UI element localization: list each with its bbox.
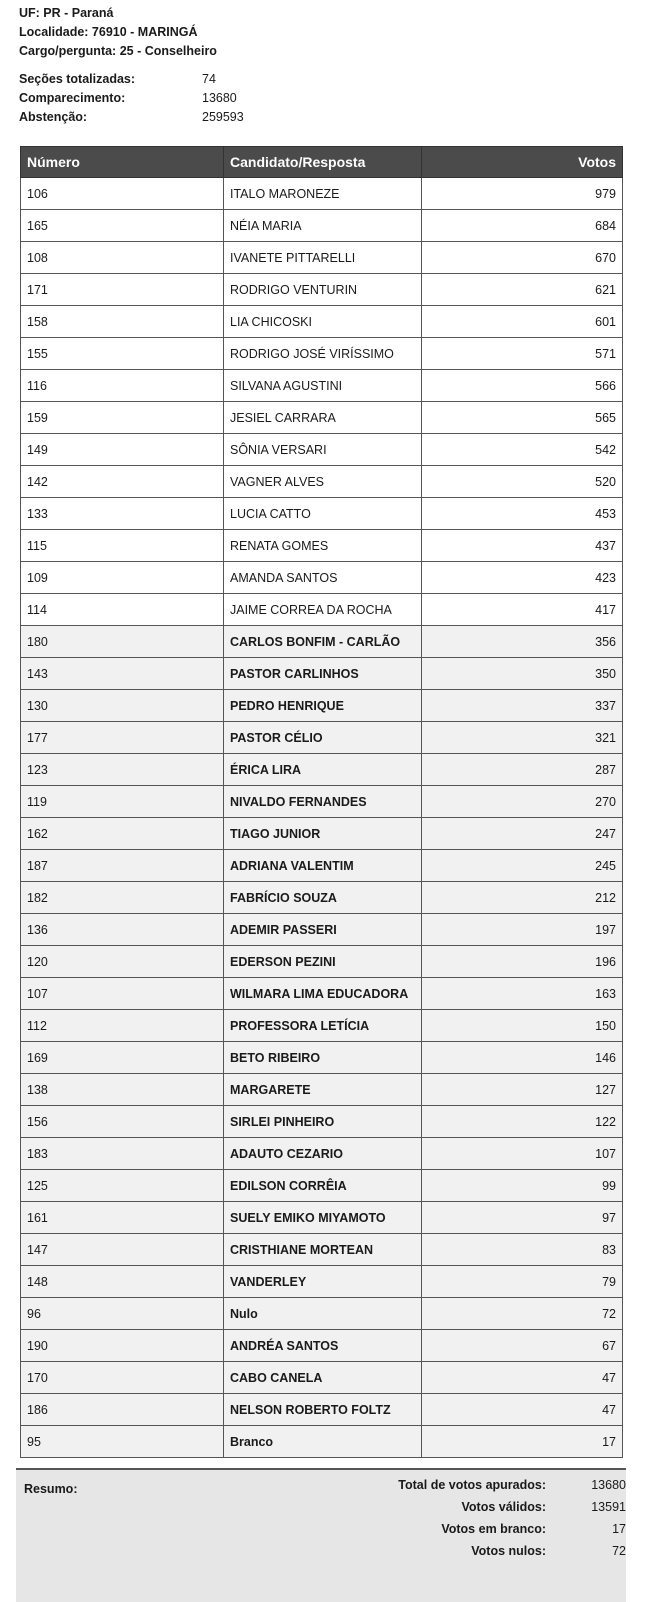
table-row <box>21 1394 623 1426</box>
cell-votos: 423 <box>422 562 623 594</box>
cell-votos: 245 <box>422 850 623 882</box>
cell-numero: 125 <box>21 1170 224 1202</box>
cell-votos: 67 <box>422 1330 623 1362</box>
cell-candidato: BETO RIBEIRO <box>224 1042 422 1074</box>
cell-candidato: EDERSON PEZINI <box>224 946 422 978</box>
cell-numero: 187 <box>21 850 224 882</box>
cell-votos: 453 <box>422 498 623 530</box>
cell-candidato: PROFESSORA LETÍCIA <box>224 1010 422 1042</box>
cell-candidato: VANDERLEY <box>224 1266 422 1298</box>
cell-votos: 542 <box>422 434 623 466</box>
cell-numero: 170 <box>21 1362 224 1394</box>
summary-row <box>246 1500 626 1514</box>
cell-numero: 186 <box>21 1394 224 1426</box>
cell-candidato: ÉRICA LIRA <box>224 754 422 786</box>
cell-candidato: ADEMIR PASSERI <box>224 914 422 946</box>
summary-value: 17 <box>612 1522 626 1536</box>
cell-numero: 183 <box>21 1138 224 1170</box>
cell-numero: 120 <box>21 946 224 978</box>
table-row <box>21 1138 623 1170</box>
cell-votos: 520 <box>422 466 623 498</box>
localidade-line: Localidade: 76910 - MARINGÁ <box>19 25 198 39</box>
table-row <box>21 1298 623 1330</box>
cell-votos: 163 <box>422 978 623 1010</box>
table-row <box>21 1202 623 1234</box>
cell-numero: 143 <box>21 658 224 690</box>
cell-numero: 149 <box>21 434 224 466</box>
cell-votos: 17 <box>422 1426 623 1458</box>
cell-candidato: ADRIANA VALENTIM <box>224 850 422 882</box>
cell-numero: 148 <box>21 1266 224 1298</box>
table-row <box>21 1362 623 1394</box>
cell-votos: 350 <box>422 658 623 690</box>
table-row <box>21 210 623 242</box>
cell-candidato: IVANETE PITTARELLI <box>224 242 422 274</box>
summary-value: 72 <box>612 1544 626 1558</box>
stat-label: Abstenção: <box>19 110 88 124</box>
cell-candidato: Nulo <box>224 1298 422 1330</box>
cell-numero: 106 <box>21 178 224 210</box>
table-row <box>21 434 623 466</box>
cell-numero: 119 <box>21 786 224 818</box>
stat-value: 74 <box>202 72 216 86</box>
cell-votos: 72 <box>422 1298 623 1330</box>
table-row <box>21 690 623 722</box>
cell-numero: 182 <box>21 882 224 914</box>
cell-candidato: SILVANA AGUSTINI <box>224 370 422 402</box>
cell-votos: 212 <box>422 882 623 914</box>
cell-candidato: ADAUTO CEZARIO <box>224 1138 422 1170</box>
table-row <box>21 306 623 338</box>
cell-votos: 79 <box>422 1266 623 1298</box>
table-row <box>21 658 623 690</box>
table-row <box>21 1042 623 1074</box>
cell-numero: 96 <box>21 1298 224 1330</box>
cell-candidato: SUELY EMIKO MIYAMOTO <box>224 1202 422 1234</box>
cell-votos: 601 <box>422 306 623 338</box>
table-row <box>21 626 623 658</box>
table-row <box>21 498 623 530</box>
cell-numero: 108 <box>21 242 224 274</box>
stat-row <box>19 89 244 108</box>
cell-candidato: AMANDA SANTOS <box>224 562 422 594</box>
summary-value: 13680 <box>591 1478 626 1492</box>
cell-votos: 321 <box>422 722 623 754</box>
cell-numero: 159 <box>21 402 224 434</box>
cell-candidato: FABRÍCIO SOUZA <box>224 882 422 914</box>
table-row <box>21 178 623 210</box>
cargo-line: Cargo/pergunta: 25 - Conselheiro <box>19 44 217 58</box>
cell-votos: 122 <box>422 1106 623 1138</box>
cell-candidato: ANDRÉA SANTOS <box>224 1330 422 1362</box>
summary-value: 13591 <box>591 1500 626 1514</box>
cell-candidato: VAGNER ALVES <box>224 466 422 498</box>
cell-votos: 146 <box>422 1042 623 1074</box>
cell-votos: 565 <box>422 402 623 434</box>
cell-votos: 196 <box>422 946 623 978</box>
summary-label: Votos nulos: <box>471 1544 546 1558</box>
cell-numero: 165 <box>21 210 224 242</box>
cell-numero: 115 <box>21 530 224 562</box>
cell-candidato: PEDRO HENRIQUE <box>224 690 422 722</box>
cell-candidato: RODRIGO VENTURIN <box>224 274 422 306</box>
cell-numero: 136 <box>21 914 224 946</box>
table-row <box>21 882 623 914</box>
cell-candidato: LIA CHICOSKI <box>224 306 422 338</box>
summary-label: Total de votos apurados: <box>398 1478 546 1492</box>
cell-candidato: CRISTHIANE MORTEAN <box>224 1234 422 1266</box>
table-row <box>21 818 623 850</box>
cell-votos: 127 <box>422 1074 623 1106</box>
cell-candidato: NÉIA MARIA <box>224 210 422 242</box>
table-row <box>21 722 623 754</box>
uf-line: UF: PR - Paraná <box>19 6 114 20</box>
cell-votos: 197 <box>422 914 623 946</box>
table-row <box>21 1330 623 1362</box>
cell-numero: 109 <box>21 562 224 594</box>
table-row <box>21 1426 623 1458</box>
cell-votos: 571 <box>422 338 623 370</box>
cell-votos: 337 <box>422 690 623 722</box>
summary-title: Resumo: <box>24 1482 78 1496</box>
table-row <box>21 946 623 978</box>
table-row <box>21 850 623 882</box>
cell-numero: 155 <box>21 338 224 370</box>
summary-label: Votos válidos: <box>461 1500 546 1514</box>
cell-candidato: WILMARA LIMA EDUCADORA <box>224 978 422 1010</box>
table-row <box>21 1010 623 1042</box>
table-row <box>21 562 623 594</box>
table-row <box>21 274 623 306</box>
stat-value: 13680 <box>202 91 237 105</box>
table-row <box>21 1074 623 1106</box>
cell-votos: 979 <box>422 178 623 210</box>
cell-numero: 190 <box>21 1330 224 1362</box>
stat-label: Comparecimento: <box>19 91 126 105</box>
cell-numero: 138 <box>21 1074 224 1106</box>
cell-votos: 270 <box>422 786 623 818</box>
cell-numero: 171 <box>21 274 224 306</box>
stat-value: 259593 <box>202 110 244 124</box>
cell-numero: 95 <box>21 1426 224 1458</box>
cell-candidato: NIVALDO FERNANDES <box>224 786 422 818</box>
table-row <box>21 914 623 946</box>
cell-numero: 147 <box>21 1234 224 1266</box>
cell-numero: 116 <box>21 370 224 402</box>
cell-votos: 670 <box>422 242 623 274</box>
summary-row <box>246 1544 626 1558</box>
cell-candidato: SÔNIA VERSARI <box>224 434 422 466</box>
report-header <box>19 4 217 61</box>
results-table <box>20 146 623 1458</box>
cell-numero: 133 <box>21 498 224 530</box>
summary-row <box>246 1478 626 1492</box>
cell-candidato: PASTOR CARLINHOS <box>224 658 422 690</box>
summary-label: Votos em branco: <box>441 1522 546 1536</box>
table-row <box>21 338 623 370</box>
cell-votos: 247 <box>422 818 623 850</box>
cell-numero: 107 <box>21 978 224 1010</box>
cell-votos: 566 <box>422 370 623 402</box>
cell-votos: 621 <box>422 274 623 306</box>
table-row <box>21 594 623 626</box>
cell-numero: 114 <box>21 594 224 626</box>
table-row <box>21 530 623 562</box>
table-row <box>21 1106 623 1138</box>
table-row <box>21 786 623 818</box>
cell-candidato: ITALO MARONEZE <box>224 178 422 210</box>
cell-candidato: CABO CANELA <box>224 1362 422 1394</box>
cell-votos: 47 <box>422 1394 623 1426</box>
cell-votos: 99 <box>422 1170 623 1202</box>
table-header-row <box>21 147 623 178</box>
cell-numero: 162 <box>21 818 224 850</box>
cell-candidato: SIRLEI PINHEIRO <box>224 1106 422 1138</box>
table-row <box>21 754 623 786</box>
summary-row <box>246 1522 626 1536</box>
cell-votos: 83 <box>422 1234 623 1266</box>
table-row <box>21 242 623 274</box>
cell-numero: 180 <box>21 626 224 658</box>
column-header-numero: Número <box>21 147 224 178</box>
cell-candidato: JAIME CORREA DA ROCHA <box>224 594 422 626</box>
stat-row <box>19 70 244 89</box>
column-header-candidato: Candidato/Resposta <box>224 147 422 178</box>
table-row <box>21 466 623 498</box>
stat-label: Seções totalizadas: <box>19 72 136 86</box>
cell-numero: 156 <box>21 1106 224 1138</box>
cell-numero: 158 <box>21 306 224 338</box>
summary-section <box>16 1468 626 1602</box>
cell-votos: 356 <box>422 626 623 658</box>
cell-votos: 47 <box>422 1362 623 1394</box>
cell-votos: 437 <box>422 530 623 562</box>
stats-block <box>19 70 244 127</box>
cell-votos: 684 <box>422 210 623 242</box>
cell-candidato: LUCIA CATTO <box>224 498 422 530</box>
cell-candidato: TIAGO JUNIOR <box>224 818 422 850</box>
table-row <box>21 1234 623 1266</box>
table-row <box>21 1170 623 1202</box>
table-row <box>21 1266 623 1298</box>
cell-votos: 107 <box>422 1138 623 1170</box>
cell-candidato: MARGARETE <box>224 1074 422 1106</box>
table-row <box>21 402 623 434</box>
cell-candidato: RENATA GOMES <box>224 530 422 562</box>
cell-candidato: Branco <box>224 1426 422 1458</box>
cell-votos: 97 <box>422 1202 623 1234</box>
cell-candidato: NELSON ROBERTO FOLTZ <box>224 1394 422 1426</box>
results-body <box>21 178 623 1458</box>
cell-candidato: JESIEL CARRARA <box>224 402 422 434</box>
cell-candidato: PASTOR CÉLIO <box>224 722 422 754</box>
cell-numero: 142 <box>21 466 224 498</box>
cell-votos: 150 <box>422 1010 623 1042</box>
cell-numero: 130 <box>21 690 224 722</box>
cell-candidato: CARLOS BONFIM - CARLÃO <box>224 626 422 658</box>
cell-numero: 112 <box>21 1010 224 1042</box>
cell-votos: 417 <box>422 594 623 626</box>
cell-numero: 123 <box>21 754 224 786</box>
table-row <box>21 370 623 402</box>
table-row <box>21 978 623 1010</box>
column-header-votos: Votos <box>422 147 623 178</box>
cell-candidato: EDILSON CORRÊIA <box>224 1170 422 1202</box>
cell-votos: 287 <box>422 754 623 786</box>
cell-candidato: RODRIGO JOSÉ VIRÍSSIMO <box>224 338 422 370</box>
cell-numero: 169 <box>21 1042 224 1074</box>
stat-row <box>19 108 244 127</box>
cell-numero: 161 <box>21 1202 224 1234</box>
cell-numero: 177 <box>21 722 224 754</box>
